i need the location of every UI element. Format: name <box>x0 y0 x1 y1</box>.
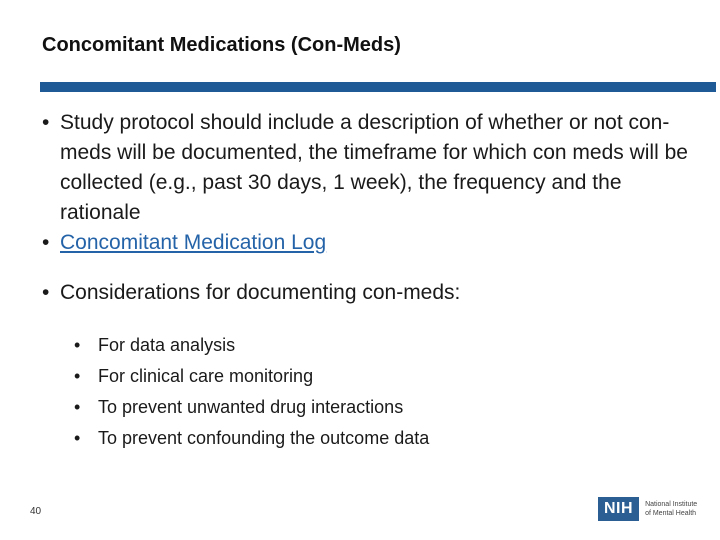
institute-name <box>645 500 697 518</box>
sub-bullet-text: For data analysis <box>98 335 236 355</box>
bullet-dot: • <box>74 428 81 448</box>
page-number: 40 <box>30 506 42 517</box>
sub-bullet-text: To prevent unwanted drug interactions <box>98 397 404 417</box>
bullet-1 <box>42 108 702 228</box>
sub-bullet-text: To prevent confounding the outcome data <box>98 428 430 448</box>
sub-bullet <box>74 392 429 423</box>
bullet-dot: • <box>74 366 81 386</box>
slide-title: Concomitant Medications (Con-Meds) <box>42 34 401 56</box>
con-med-log-link[interactable]: Concomitant Medication Log <box>60 231 327 254</box>
institute-line-2: of Mental Health <box>645 510 697 517</box>
bullet-text: Considerations for documenting con-meds: <box>60 281 461 304</box>
bullet-text: Study protocol should include a description of whether or not con-meds will be documented, the timeframe for which con meds will be collected (e.g., past 30 days, 1 week), the frequency and the rationale <box>60 111 688 224</box>
title-divider <box>40 82 716 92</box>
sub-bullet <box>74 423 429 454</box>
nih-logo <box>598 497 697 521</box>
bullet-dot: • <box>42 281 50 304</box>
bullet-dot: • <box>74 397 81 417</box>
bullet-dot: • <box>74 335 81 355</box>
bullet-3 <box>42 278 702 308</box>
bullet-dot: • <box>42 111 50 134</box>
sub-bullet-text: For clinical care monitoring <box>98 366 314 386</box>
sub-bullet-list <box>74 330 429 454</box>
bullet-2 <box>42 228 702 258</box>
slide-body <box>42 108 702 308</box>
sub-bullet <box>74 330 429 361</box>
bullet-dot: • <box>42 231 50 254</box>
nih-badge: NIH <box>598 497 639 521</box>
sub-bullet <box>74 361 429 392</box>
institute-line-1: National Institute <box>645 501 698 508</box>
